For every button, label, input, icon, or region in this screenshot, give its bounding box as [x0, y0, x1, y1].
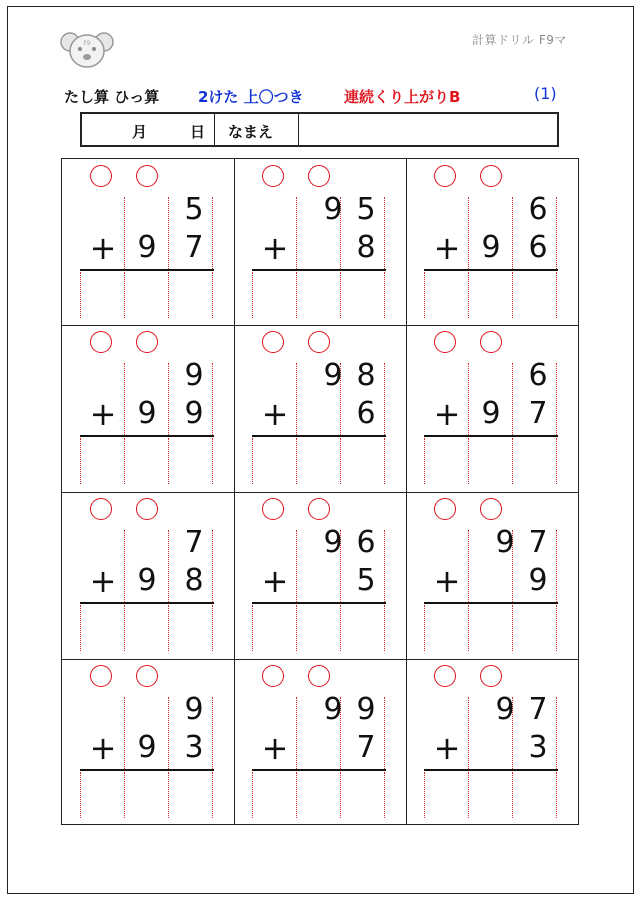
column-guide: [296, 197, 297, 269]
bottom-tens-digit: 9: [137, 230, 157, 265]
column-guide: [296, 272, 297, 318]
carry-circle-icon: [136, 331, 158, 353]
column-guide: [384, 438, 385, 484]
top-ones-digit: 7: [528, 692, 548, 727]
divider: [298, 114, 299, 145]
problem-grid: [61, 158, 579, 825]
top-ones-digit: 7: [184, 525, 204, 560]
column-guide: [512, 605, 513, 651]
answer-line: [424, 602, 558, 604]
column-guide: [468, 272, 469, 318]
top-ones-digit: 6: [528, 358, 548, 393]
column-guide: [80, 772, 81, 818]
column-guide: [212, 272, 213, 318]
column-guide: [340, 438, 341, 484]
column-guide: [468, 197, 469, 269]
plus-sign: +: [261, 562, 289, 600]
plus-sign: +: [261, 395, 289, 433]
column-guide: [212, 438, 213, 484]
column-guide: [384, 772, 385, 818]
problem-cell: [406, 492, 578, 658]
column-guide: [512, 772, 513, 818]
name-label: なまえ: [228, 123, 274, 141]
carry-circle-icon: [136, 498, 158, 520]
column-guide: [296, 697, 297, 769]
carry-circle-icon: [480, 665, 502, 687]
column-guide: [556, 605, 557, 651]
column-guide: [384, 197, 385, 269]
column-guide: [168, 772, 169, 818]
divider: [214, 114, 215, 145]
column-guide: [556, 697, 557, 769]
column-guide: [296, 438, 297, 484]
top-ones-digit: 8: [356, 358, 376, 393]
carry-circle-icon: [308, 165, 330, 187]
problem-cell: [234, 325, 406, 491]
name-date-box: [80, 112, 559, 147]
top-tens-digit: 9: [323, 692, 343, 727]
column-guide: [468, 697, 469, 769]
problem-cell: [62, 659, 234, 825]
title-part-2: 2けた 上〇つき: [198, 88, 304, 106]
top-tens-digit: 9: [323, 192, 343, 227]
plus-sign: +: [89, 395, 117, 433]
column-guide: [212, 363, 213, 435]
bottom-ones-digit: 3: [184, 730, 204, 765]
top-ones-digit: 6: [528, 192, 548, 227]
column-guide: [424, 772, 425, 818]
problem-cell: [406, 659, 578, 825]
problem-cell: [234, 659, 406, 825]
column-guide: [296, 530, 297, 602]
sheet-number: (1): [534, 84, 557, 103]
column-guide: [556, 197, 557, 269]
column-guide: [340, 605, 341, 651]
plus-sign: +: [261, 729, 289, 767]
column-guide: [384, 530, 385, 602]
plus-sign: +: [89, 729, 117, 767]
column-guide: [168, 272, 169, 318]
column-guide: [212, 772, 213, 818]
problem-cell: [406, 159, 578, 325]
answer-line: [424, 269, 558, 271]
carry-circle-icon: [434, 165, 456, 187]
column-guide: [124, 772, 125, 818]
column-guide: [556, 772, 557, 818]
plus-sign: +: [433, 395, 461, 433]
plus-sign: +: [261, 229, 289, 267]
problem-cell: [234, 492, 406, 658]
column-guide: [212, 605, 213, 651]
column-guide: [168, 530, 169, 602]
column-guide: [168, 438, 169, 484]
bottom-ones-digit: 9: [528, 563, 548, 598]
column-guide: [424, 438, 425, 484]
title-part-3: 連続くり上がりB: [344, 88, 461, 106]
carry-circle-icon: [262, 665, 284, 687]
problem-cell: [234, 159, 406, 325]
column-guide: [468, 605, 469, 651]
bottom-ones-digit: 7: [528, 396, 548, 431]
carry-circle-icon: [136, 165, 158, 187]
plus-sign: +: [89, 562, 117, 600]
column-guide: [512, 197, 513, 269]
bottom-ones-digit: 3: [528, 730, 548, 765]
carry-circle-icon: [434, 498, 456, 520]
column-guide: [512, 438, 513, 484]
carry-circle-icon: [308, 331, 330, 353]
column-guide: [424, 605, 425, 651]
plus-sign: +: [89, 229, 117, 267]
column-guide: [468, 438, 469, 484]
column-guide: [556, 530, 557, 602]
column-guide: [384, 605, 385, 651]
top-tens-digit: 9: [323, 525, 343, 560]
column-guide: [80, 438, 81, 484]
plus-sign: +: [433, 562, 461, 600]
column-guide: [340, 272, 341, 318]
column-guide: [124, 605, 125, 651]
bottom-tens-digit: 9: [137, 563, 157, 598]
column-guide: [556, 438, 557, 484]
answer-line: [80, 435, 214, 437]
brand-label: 計算ドリル F9マ: [472, 33, 567, 47]
column-guide: [384, 272, 385, 318]
bottom-ones-digit: 7: [356, 730, 376, 765]
column-guide: [124, 438, 125, 484]
bottom-ones-digit: 5: [356, 563, 376, 598]
answer-line: [252, 602, 386, 604]
answer-line: [80, 769, 214, 771]
column-guide: [252, 605, 253, 651]
column-guide: [340, 772, 341, 818]
top-ones-digit: 5: [184, 192, 204, 227]
carry-circle-icon: [480, 331, 502, 353]
column-guide: [212, 197, 213, 269]
worksheet-title: [64, 86, 564, 110]
column-guide: [296, 772, 297, 818]
answer-line: [80, 269, 214, 271]
bottom-ones-digit: 8: [184, 563, 204, 598]
carry-circle-icon: [480, 165, 502, 187]
column-guide: [468, 772, 469, 818]
answer-line: [424, 769, 558, 771]
bottom-ones-digit: 6: [528, 230, 548, 265]
problem-cell: [406, 325, 578, 491]
carry-circle-icon: [90, 165, 112, 187]
column-guide: [384, 697, 385, 769]
column-guide: [252, 272, 253, 318]
column-guide: [424, 272, 425, 318]
svg-text:F9: F9: [83, 40, 91, 47]
column-guide: [212, 697, 213, 769]
column-guide: [168, 605, 169, 651]
carry-circle-icon: [480, 498, 502, 520]
carry-circle-icon: [262, 165, 284, 187]
top-tens-digit: 9: [495, 525, 515, 560]
answer-line: [252, 269, 386, 271]
month-label: 月: [132, 123, 148, 141]
bottom-tens-digit: 9: [481, 396, 501, 431]
carry-circle-icon: [434, 665, 456, 687]
column-guide: [124, 697, 125, 769]
answer-line: [424, 435, 558, 437]
top-ones-digit: 9: [356, 692, 376, 727]
column-guide: [168, 197, 169, 269]
day-label: 日: [190, 123, 206, 141]
problem-cell: [62, 325, 234, 491]
column-guide: [556, 363, 557, 435]
bottom-ones-digit: 9: [184, 396, 204, 431]
bottom-ones-digit: 8: [356, 230, 376, 265]
carry-circle-icon: [90, 331, 112, 353]
column-guide: [124, 197, 125, 269]
column-guide: [512, 272, 513, 318]
top-tens-digit: 9: [323, 358, 343, 393]
plus-sign: +: [433, 729, 461, 767]
column-guide: [80, 272, 81, 318]
answer-line: [252, 769, 386, 771]
column-guide: [468, 363, 469, 435]
plus-sign: +: [433, 229, 461, 267]
carry-circle-icon: [136, 665, 158, 687]
column-guide: [168, 363, 169, 435]
top-ones-digit: 9: [184, 358, 204, 393]
answer-line: [80, 602, 214, 604]
column-guide: [252, 772, 253, 818]
bottom-ones-digit: 6: [356, 396, 376, 431]
bottom-tens-digit: 9: [137, 730, 157, 765]
column-guide: [168, 697, 169, 769]
koala-logo-icon: [60, 28, 114, 70]
carry-circle-icon: [90, 665, 112, 687]
carry-circle-icon: [90, 498, 112, 520]
column-guide: [468, 530, 469, 602]
column-guide: [384, 363, 385, 435]
title-part-1: たし算 ひっ算: [64, 88, 160, 106]
top-ones-digit: 5: [356, 192, 376, 227]
column-guide: [512, 363, 513, 435]
carry-circle-icon: [308, 665, 330, 687]
column-guide: [124, 530, 125, 602]
column-guide: [296, 363, 297, 435]
carry-circle-icon: [308, 498, 330, 520]
bottom-ones-digit: 7: [184, 230, 204, 265]
bottom-tens-digit: 9: [481, 230, 501, 265]
column-guide: [556, 272, 557, 318]
column-guide: [124, 272, 125, 318]
top-ones-digit: 7: [528, 525, 548, 560]
problem-cell: [62, 159, 234, 325]
carry-circle-icon: [434, 331, 456, 353]
column-guide: [212, 530, 213, 602]
column-guide: [252, 438, 253, 484]
column-guide: [296, 605, 297, 651]
top-ones-digit: 6: [356, 525, 376, 560]
carry-circle-icon: [262, 331, 284, 353]
column-guide: [80, 605, 81, 651]
carry-circle-icon: [262, 498, 284, 520]
top-tens-digit: 9: [495, 692, 515, 727]
problem-cell: [62, 492, 234, 658]
top-ones-digit: 9: [184, 692, 204, 727]
bottom-tens-digit: 9: [137, 396, 157, 431]
answer-line: [252, 435, 386, 437]
column-guide: [124, 363, 125, 435]
